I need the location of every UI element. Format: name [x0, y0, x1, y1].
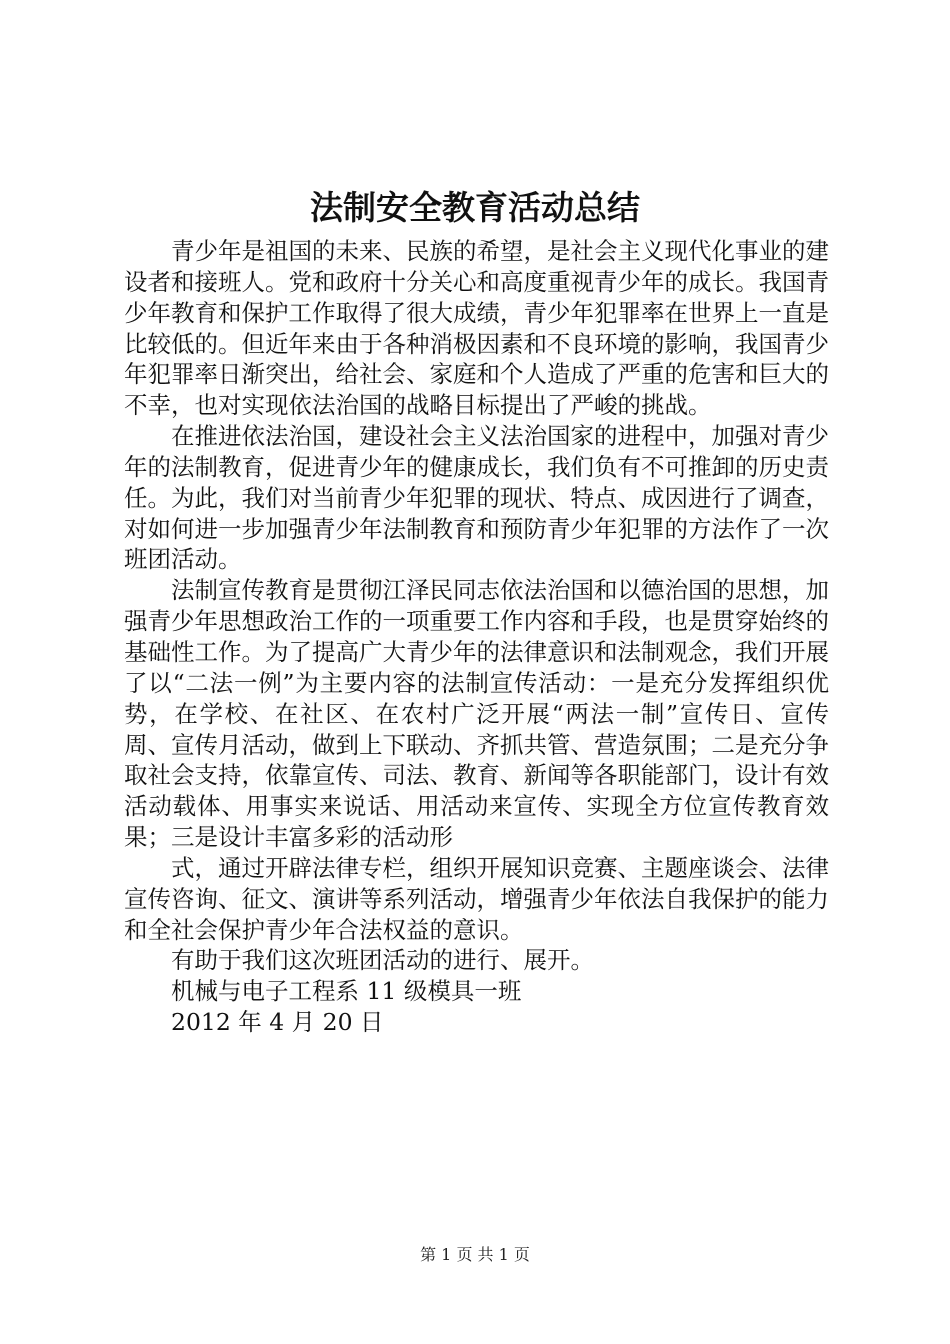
document-title: 法制安全教育活动总结 [310, 188, 640, 227]
signature-line: 机械与电子工程系 11 级模具一班 [171, 977, 522, 1006]
page-footer: 第 1 页 共 1 页 [420, 1245, 530, 1264]
paragraph-2: 在推进依法治国，建设社会主义法治国家的进程中，加强对青少年的法制教育，促进青少年的健康成长，我们负有不可推卸的历史责任。为此，我们对当前青少年犯罪的现状、特点、成因进行了调查，对如何进一步加强青少年法制教育和预防青少年犯罪的方法作了一次班团活动。 [124, 422, 829, 574]
date-line: 2012 年 4 月 20 日 [171, 1008, 384, 1037]
paragraph-3: 法制宣传教育是贯彻江泽民同志依法治国和以德治国的思想，加强青少年思想政治工作的一项重要工作内容和手段，也是贯穿始终的基础性工作。为了提高广大青少年的法律意识和法制观念，我们开展了以“二法一例”为主要内容的法制宣传活动：一是充分发挥组织优势，在学校、在社区、在农村广泛开展“两法一制”宣传日、宣传周、宣传月活动，做到上下联动、齐抓共管、营造氛围；二是充分争取社会支持，依靠宣传、司法、教育、新闻等各职能部门，设计有效活动载体、用事实来说话、用活动来宣传、实现全方位宣传教育效果；三是设计丰富多彩的活动形 [124, 576, 829, 852]
paragraph-4: 式，通过开辟法律专栏，组织开展知识竞赛、主题座谈会、法律宣传咨询、征文、演讲等系列活动，增强青少年依法自我保护的能力和全社会保护青少年合法权益的意识。 [124, 853, 829, 944]
document-body [124, 236, 829, 1038]
paragraph-1: 青少年是祖国的未来、民族的希望，是社会主义现代化事业的建设者和接班人。党和政府十分关心和高度重视青少年的成长。我国青少年教育和保护工作取得了很大成绩，青少年犯罪率在世界上一直是比较低的。但近年来由于各种消极因素和不良环境的影响，我国青少年犯罪率日渐突出，给社会、家庭和个人造成了严重的危害和巨大的不幸，也对实现依法治国的战略目标提出了严峻的挑战。 [124, 237, 829, 420]
closing-line: 有助于我们这次班团活动的进行、展开。 [171, 946, 594, 975]
